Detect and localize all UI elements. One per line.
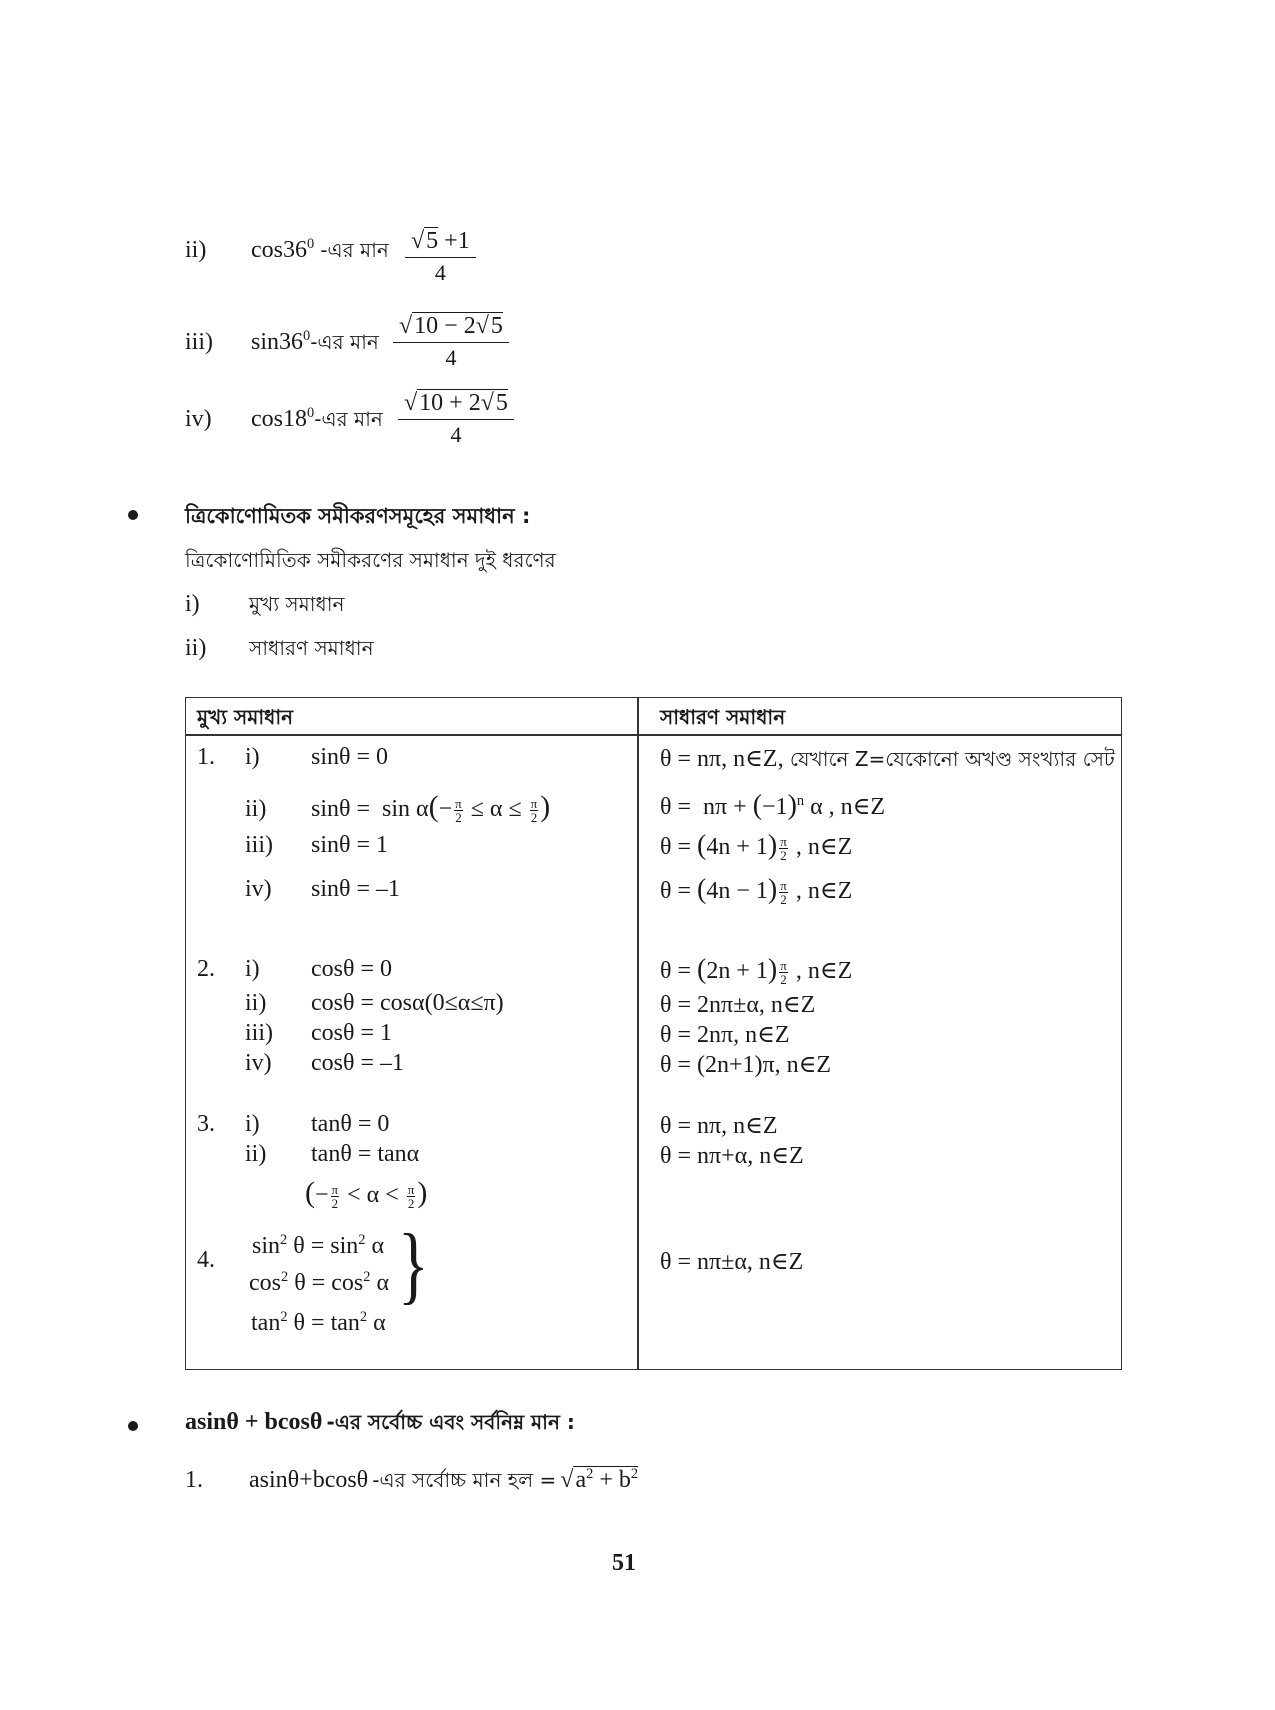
item-math: asinθ+bcosθ — [249, 1467, 369, 1493]
principal-solution-condition: (− $\frac{\pi}{2}$ < α < $\frac{\pi}{2}$ ) — [305, 1176, 428, 1211]
table-header-general: সাধারণ সমাধান — [660, 705, 786, 729]
roman-numeral: i) — [245, 744, 260, 770]
principal-solution: sinθ = sin α(− $\frac{\pi}{2}$ ≤ α ≤ $\frac{\pi}{2}$ ) — [311, 790, 551, 825]
expression: $\cos 36^0$ — [251, 236, 315, 263]
general-solution: θ = (4n + 1) $\frac{\pi}{2}$ , n∈Z — [660, 830, 853, 863]
principal-solution: cosθ = cosα(0≤α≤π) — [311, 990, 504, 1016]
fraction-sin36: $\frac{√10 - 2√5}{4}$ — [393, 313, 509, 371]
bullet-icon — [128, 1421, 138, 1431]
table-header-divider — [185, 734, 1122, 736]
roman-numeral: iv) — [185, 406, 212, 432]
roman-numeral: iii) — [245, 1020, 273, 1046]
roman-numeral: ii) — [245, 796, 267, 822]
right-brace-icon: } — [398, 1216, 429, 1313]
table-row — [245, 1020, 392, 1047]
roman-numeral: i) — [185, 591, 200, 617]
table-row — [245, 1111, 389, 1138]
fraction-cos18: $\frac{√10 + 2√5}{4}$ — [398, 390, 514, 448]
general-solution: θ = 2nπ±α, n∈Z — [660, 992, 816, 1018]
general-solution: $\theta = n\pi + (-1)^n$ α , n∈Z — [660, 790, 886, 821]
principal-solution: tanθ = 0 — [311, 1111, 390, 1137]
table-row — [245, 956, 392, 983]
list-item — [185, 1466, 638, 1499]
group-number: 1. — [197, 744, 215, 770]
table-row — [245, 1141, 419, 1168]
table-row — [245, 744, 388, 771]
item-result: $√a^2 + b^2$ — [560, 1466, 639, 1493]
general-solution: θ = nπ+α, n∈Z — [660, 1143, 804, 1169]
principal-solution: cosθ = 1 — [311, 1020, 393, 1046]
roman-numeral: ii) — [185, 237, 207, 263]
section-heading-max-min — [185, 1408, 575, 1441]
table-row — [245, 876, 400, 903]
heading-text: -এর সর্বোচ্চ এবং সর্বনিম্ন মান : — [326, 1410, 575, 1434]
roman-numeral: iv) — [245, 876, 272, 902]
group-number: 4. — [197, 1247, 215, 1273]
denominator: 4 — [450, 422, 462, 447]
page-number: 51 — [612, 1550, 636, 1576]
roman-numeral: iii) — [185, 329, 213, 355]
item-number: 1. — [185, 1467, 203, 1493]
table-row — [245, 790, 550, 824]
suffix-label: -এর মান — [314, 407, 383, 431]
heading-math: asinθ + bcosθ — [185, 1409, 323, 1435]
item-text: -এর সর্বোচ্চ মান হল = — [372, 1468, 557, 1492]
principal-solution: sinθ = 0 — [311, 744, 389, 770]
principal-solution: sinθ = 1 — [311, 832, 389, 858]
principal-solution: $\sin^2 \theta = \sin^2 \alpha$ — [252, 1232, 385, 1259]
expression: $\cos 18^0$ — [251, 405, 315, 432]
suffix-label: -এর মান — [310, 330, 379, 354]
suffix-label: -এর মান — [320, 238, 389, 262]
general-solution: θ = nπ±α, n∈Z — [660, 1249, 804, 1275]
roman-numeral: ii) — [185, 635, 207, 661]
value-row-cos36 — [185, 236, 389, 269]
denominator: 4 — [445, 345, 457, 370]
group-number: 3. — [197, 1111, 215, 1137]
expression: $\sin 36^0$ — [251, 328, 311, 355]
table-header-principal: মুখ্য সমাধান — [197, 705, 294, 729]
roman-numeral: iii) — [245, 832, 273, 858]
group-number: 2. — [197, 956, 215, 982]
denominator: 4 — [434, 260, 446, 285]
section-intro: ত্রিকোণোমিতিক সমীকরণের সমাধান দুই ধরণের — [185, 548, 556, 572]
roman-numeral: iv) — [245, 1050, 272, 1076]
section-heading-trig-equations: ত্রিকোণোমিতক সমীকরণসমূহের সমাধান : — [185, 504, 531, 528]
roman-numeral: ii) — [245, 1141, 267, 1167]
principal-solution: $\tan^2 \theta = \tan^2 \alpha$ — [251, 1309, 386, 1336]
general-solution: θ = (2n + 1) $\frac{\pi}{2}$ , n∈Z — [660, 954, 853, 987]
table-row — [245, 1050, 404, 1077]
general-solution: θ = 2nπ, n∈Z — [660, 1022, 790, 1048]
general-solution: θ = (4n − 1) $\frac{\pi}{2}$ , n∈Z — [660, 874, 853, 907]
roman-numeral: i) — [245, 956, 260, 982]
solution-type-item — [185, 634, 374, 667]
roman-numeral: ii) — [245, 990, 267, 1016]
table-row — [245, 832, 388, 859]
principal-solution: $\cos^2 \theta = \cos^2 \alpha$ — [249, 1269, 390, 1296]
general-solution: θ = nπ, n∈Z, যেখানে Z=যেকোনো অখণ্ড সংখ্যার সেট — [660, 746, 1115, 772]
table-column-divider — [637, 697, 639, 1370]
fraction-cos36: $\frac{√5 +1}{4}$ — [405, 228, 476, 286]
principal-solution: sinθ = –1 — [311, 876, 401, 902]
item-text: সাধারণ সমাধান — [249, 636, 374, 660]
value-row-cos18 — [185, 405, 383, 438]
item-text: মুখ্য সমাধান — [249, 592, 345, 616]
solution-type-item — [185, 590, 344, 623]
bullet-icon — [128, 510, 138, 520]
table-row — [245, 990, 504, 1017]
value-row-sin36 — [185, 328, 379, 361]
roman-numeral: i) — [245, 1111, 260, 1137]
principal-solution: cosθ = 0 — [311, 956, 393, 982]
general-solution: θ = nπ, n∈Z — [660, 1113, 778, 1139]
principal-solution: tanθ = tanα — [311, 1141, 420, 1167]
principal-solution: cosθ = –1 — [311, 1050, 405, 1076]
general-solution: θ = (2n+1)π, n∈Z — [660, 1052, 832, 1078]
